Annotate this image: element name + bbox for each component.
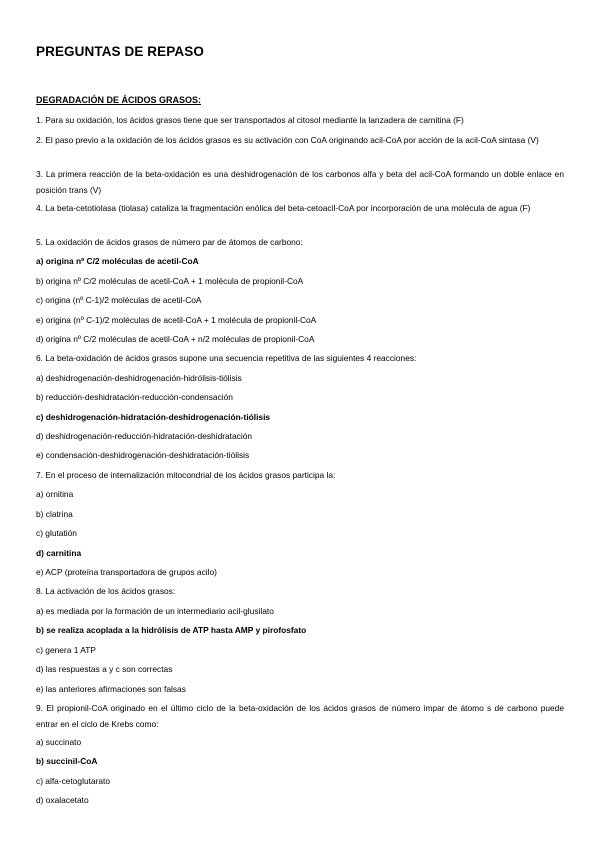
question-8-stem: 8. La activación de los ácidos grasos: bbox=[36, 586, 176, 596]
question-6-option-b: b) reducción-deshidratación-reducción-condensación bbox=[36, 392, 233, 402]
question-8-option-b: b) se realiza acoplada a la hidrólisis de ATP hasta AMP y pirofosfato bbox=[36, 625, 307, 635]
question-5-option-a: a) origina nº C/2 moléculas de acetil-CoA bbox=[36, 256, 199, 266]
question-7-option-c: c) glutatión bbox=[36, 528, 77, 538]
question-6-option-e: e) condensación-deshidrogenación-deshidratación-tiólisis bbox=[36, 450, 250, 460]
question-6-option-a: a) deshidrogenación-deshidrogenación-hidrólisis-tiólisis bbox=[36, 373, 242, 383]
question-7-stem: 7. En el proceso de internalización mitocondrial de los ácidos grasos participa la: bbox=[36, 470, 336, 480]
question-7-option-a: a) ornitina bbox=[36, 489, 74, 499]
question-8-option-d: d) las respuestas a y c son correctas bbox=[36, 664, 173, 674]
statement-3: 3. La primera reacción de la beta-oxidación es una deshidrogenación de los carbonos alfa y beta del acil-CoA formando un doble enlace en posición trans (V) bbox=[36, 169, 564, 195]
question-7-option-d: d) carnitina bbox=[36, 548, 82, 558]
question-9-option-d: d) oxalacetato bbox=[36, 795, 89, 805]
statement-2: 2. El paso previo a la oxidación de los ácidos grasos es su activación con CoA originando acil-CoA por acción de la acil-CoA sintasa (V) bbox=[36, 135, 539, 145]
question-9-option-b: b) succinil-CoA bbox=[36, 756, 98, 766]
question-6-option-c: c) deshidrogenación-hidratación-deshidrogenación-tiólisis bbox=[36, 412, 271, 422]
question-6-option-d: d) deshidrogenación-reducción-hidratación-deshidratación bbox=[36, 431, 253, 441]
question-9-stem: 9. El propionil-CoA originado en el último ciclo de la beta-oxidación de los ácidos grasos de número impar de átomo s de carbono puede entrar en el ciclo de Krebs como: bbox=[36, 703, 564, 729]
statement-4: 4. La beta-cetotiolasa (tiolasa) cataliza la fragmentación enólica del beta-cetoacil-CoA por incorporación de una molécula de agua (F) bbox=[36, 203, 531, 213]
question-5-option-e: e) origina (nº C-1)/2 moléculas de acetil-CoA + 1 molécula de propionil-CoA bbox=[36, 315, 317, 325]
question-8-option-c: c) genera 1 ATP bbox=[36, 645, 96, 655]
question-6-stem: 6. La beta-oxidación de ácidos grasos supone una secuencia repetitiva de las siguientes 4 reacciones: bbox=[36, 353, 417, 363]
statement-1: 1. Para su oxidación, los ácidos grasos tiene que ser transportados al citosol mediante la lanzadera de carnitina (F) bbox=[36, 115, 464, 125]
page-title: PREGUNTAS DE REPASO bbox=[36, 44, 204, 59]
section-heading: DEGRADACIÓN DE ÁCIDOS GRASOS: bbox=[36, 95, 202, 105]
question-9-option-a: a) succinato bbox=[36, 737, 82, 747]
question-8-option-a: a) es mediada por la formación de un intermediario acil-glusilato bbox=[36, 606, 274, 616]
question-9-option-c: c) alfa-cetoglutarato bbox=[36, 776, 111, 786]
question-7-option-b: b) clatrina bbox=[36, 509, 73, 519]
question-5-stem: 5. La oxidación de ácidos grasos de número par de átomos de carbono: bbox=[36, 237, 303, 247]
question-5-option-c: c) origina (nº C-1)/2 moléculas de acetil-CoA bbox=[36, 295, 202, 305]
question-8-option-e: e) las anteriores afirmaciones son falsas bbox=[36, 684, 186, 694]
question-7-option-e: e) ACP (proteína transportadora de grupos acilo) bbox=[36, 567, 217, 577]
question-5-option-d: d) origina nº C/2 moléculas de acetil-CoA + n/2 moléculas de propionil-CoA bbox=[36, 334, 315, 344]
question-5-option-b: b) origina nº C/2 moléculas de acetil-CoA + 1 molécula de propionil-CoA bbox=[36, 276, 304, 286]
